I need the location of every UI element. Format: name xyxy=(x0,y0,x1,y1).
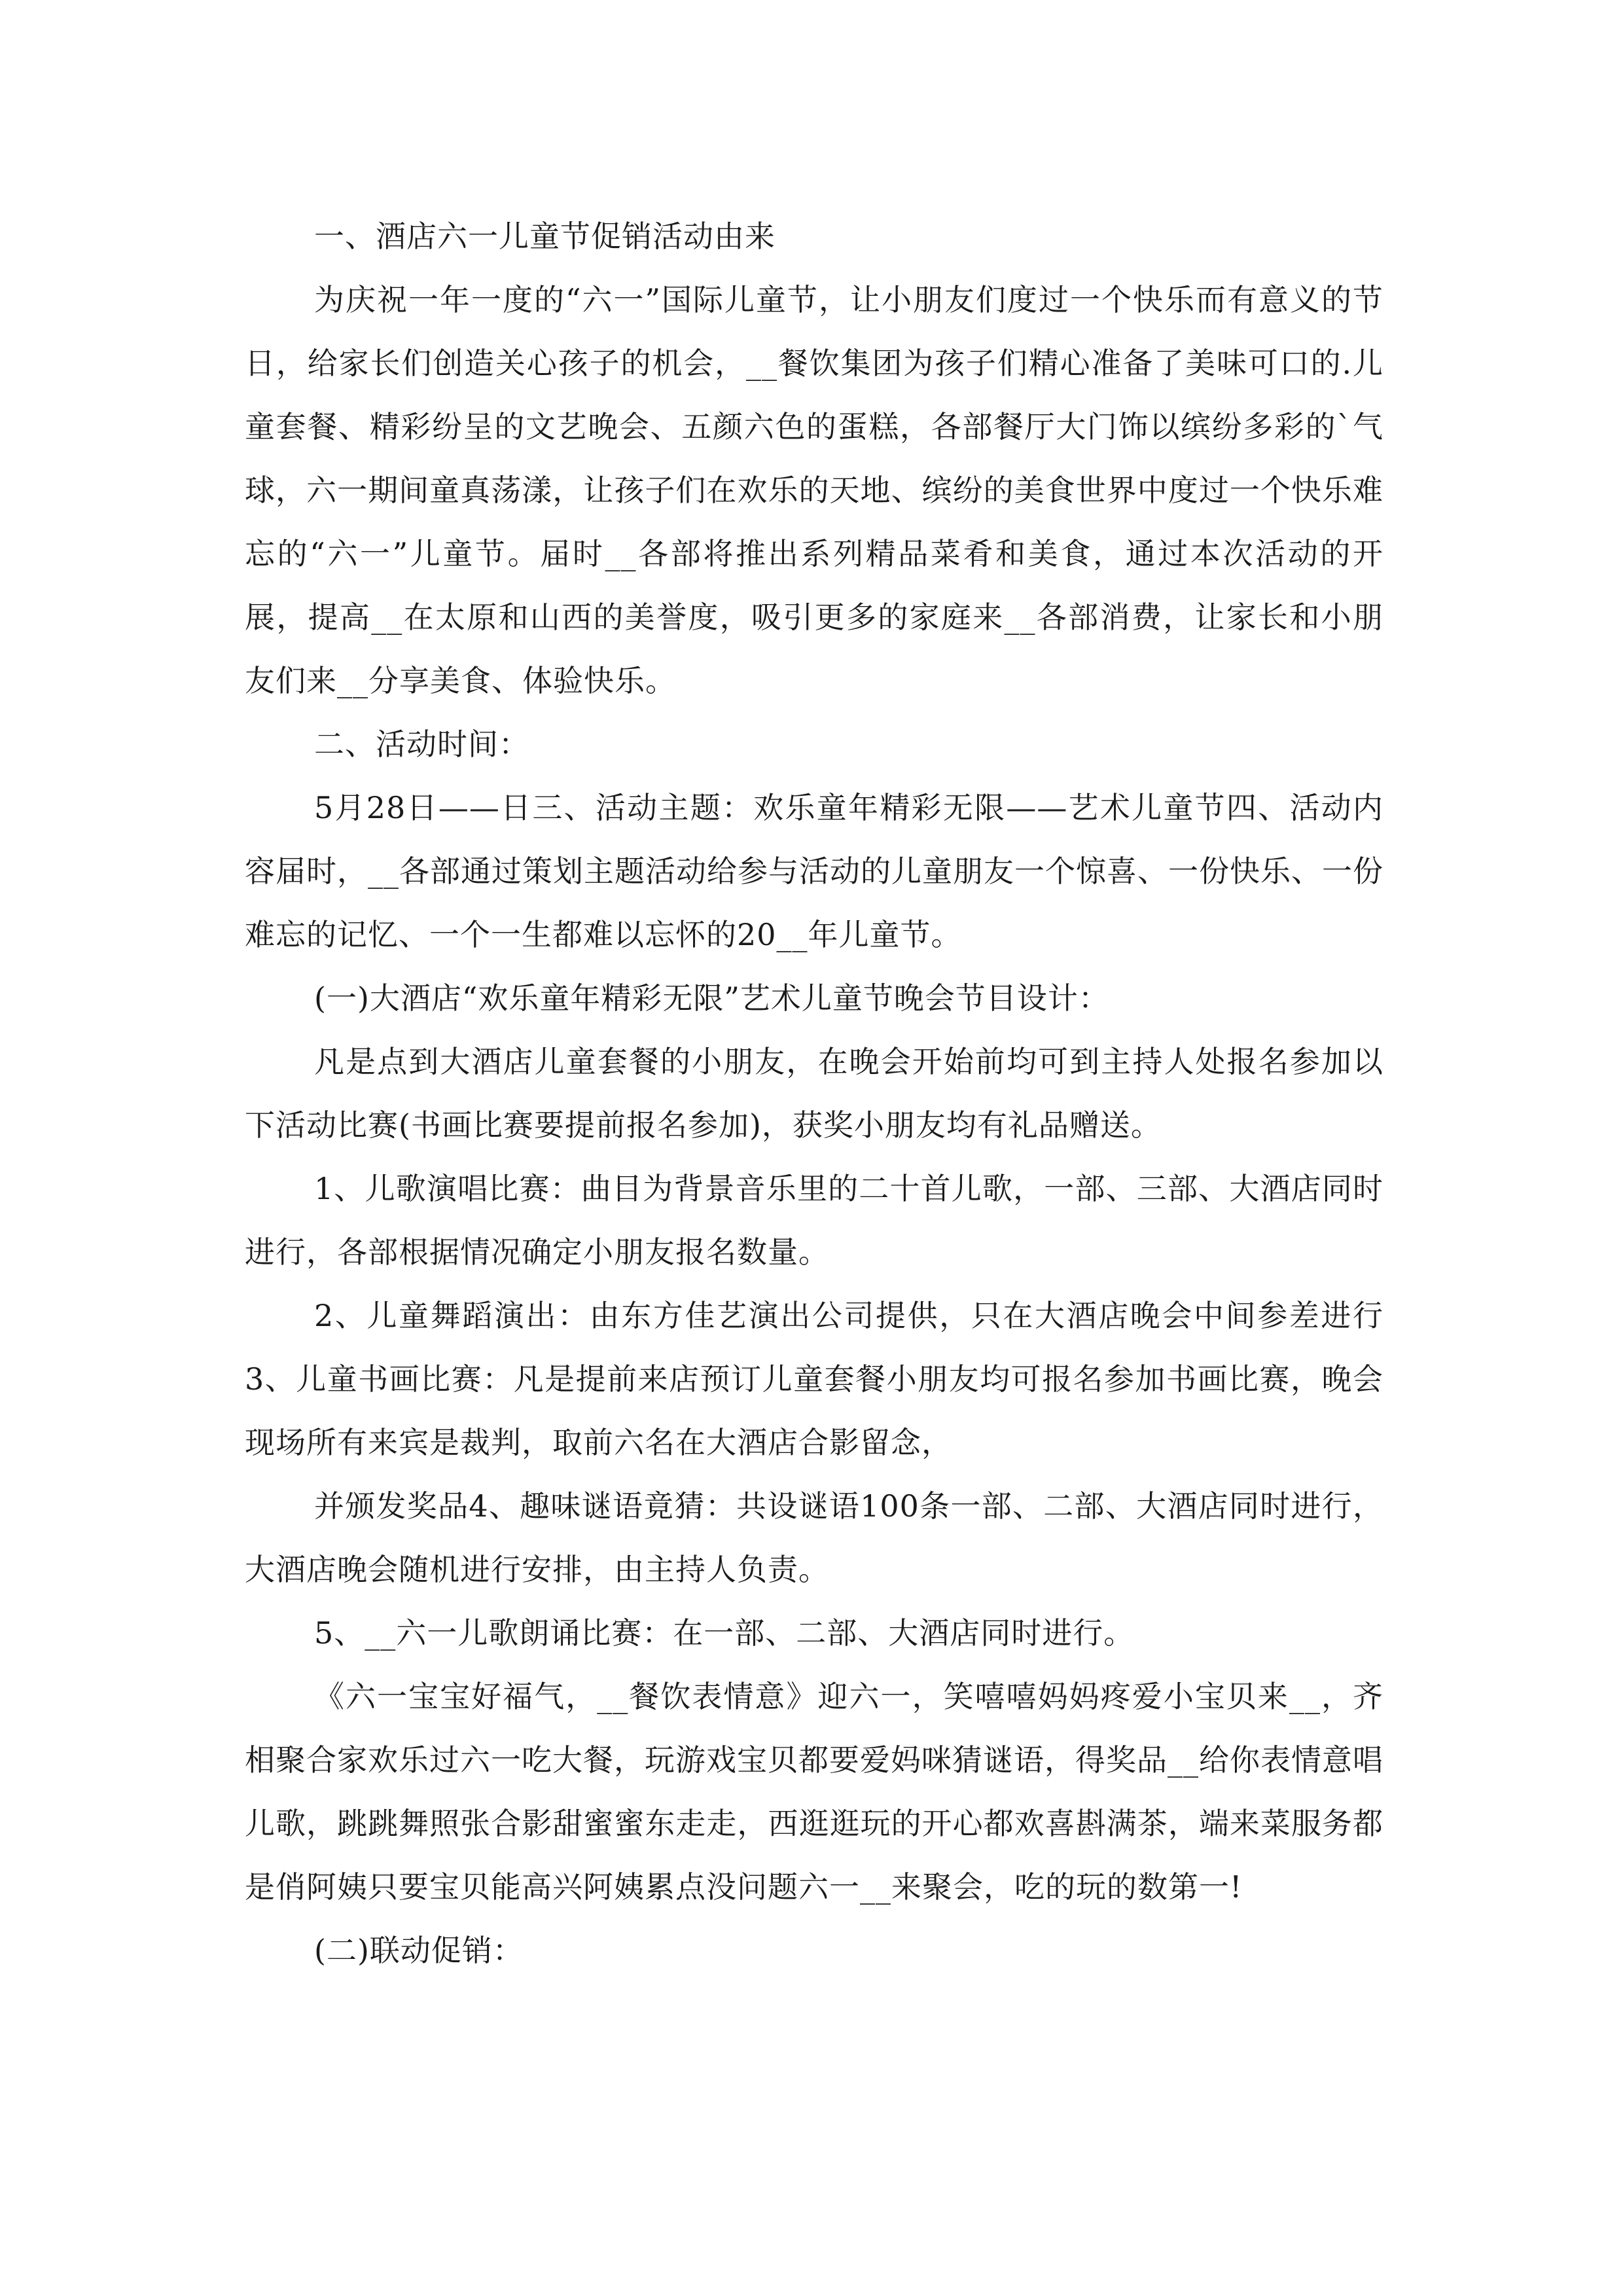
list-item-recitation: 5、__六一儿歌朗诵比赛：在一部、二部、大酒店同时进行。 xyxy=(314,1615,1135,1651)
subsection-heading-joint-promotion: (二)联动促销： xyxy=(314,1933,524,1968)
paragraph-children-rhyme: 《六一宝宝好福气，__餐饮表情意》迎六一，笑嘻嘻妈妈疼爱小宝贝来__，齐相聚合家欢乐过六一吃大餐，玩游戏宝贝都要爱妈咪猜谜语，得奖品__给你表情意唱儿歌，跳跳舞照张合影甜蜜蜜东走走，西逛逛玩的开心都欢喜斟满茶，端来菜服务都是俏阿姨只要宝贝能高兴阿姨累点没问题六一__来聚会，吃的玩的数第一! xyxy=(245,1679,1383,1905)
paragraph-origin-body: 为庆祝一年一度的“六一”国际儿童节，让小朋友们度过一个快乐而有意义的节日，给家长们创造关心孩子的机会，__餐饮集团为孩子们精心准备了美味可口的.儿童套餐、精彩纷呈的文艺晚会、五颜六色的蛋糕，各部餐厅大门饰以缤纷多彩的`气球，六一期间童真荡漾，让孩子们在欢乐的天地、缤纷的美食世界中度过一个快乐难忘的“六一”儿童节。届时__各部将推出系列精品菜肴和美食，通过本次活动的开展，提高__在太原和山西的美誉度，吸引更多的家庭来__各部消费，让家长和小朋友们来__分享美食、体验快乐。 xyxy=(245,282,1383,698)
list-item-singing-contest: 1、儿歌演唱比赛：曲目为背景音乐里的二十首儿歌，一部、三部、大酒店同时进行，各部根据情况确定小朋友报名数量。 xyxy=(245,1171,1383,1270)
subsection-heading-gala: (一)大酒店“欢乐童年精彩无限”艺术儿童节晚会节目设计： xyxy=(314,980,1109,1016)
paragraph-gala-registration: 凡是点到大酒店儿童套餐的小朋友，在晚会开始前均可到主持人处报名参加以下活动比赛(书画比赛要提前报名参加)，获奖小朋友均有礼品赠送。 xyxy=(245,1044,1383,1143)
section-heading-origin: 一、酒店六一儿童节促销活动由来 xyxy=(314,219,776,254)
list-item-riddles: 并颁发奖品4、趣味谜语竟猜：共设谜语100条一部、二部、大酒店同时进行，大酒店晚会随机进行安排，由主持人负责。 xyxy=(245,1488,1383,1587)
list-item-dance-painting: 2、儿童舞蹈演出：由东方佳艺演出公司提供，只在大酒店晚会中间参差进行3、儿童书画比赛：凡是提前来店预订儿童套餐小朋友均可报名参加书画比赛，晚会现场所有来宾是裁判，取前六名在大酒店合影留念， xyxy=(245,1298,1383,1460)
document-body xyxy=(245,205,1383,1982)
paragraph-time-theme-content: 5月28日——日三、活动主题：欢乐童年精彩无限——艺术儿童节四、活动内容届时，__各部通过策划主题活动给参与活动的儿童朋友一个惊喜、一份快乐、一份难忘的记忆、一个一生都难以忘怀的20__年儿童节。 xyxy=(245,790,1383,952)
section-heading-time: 二、活动时间： xyxy=(314,726,529,762)
